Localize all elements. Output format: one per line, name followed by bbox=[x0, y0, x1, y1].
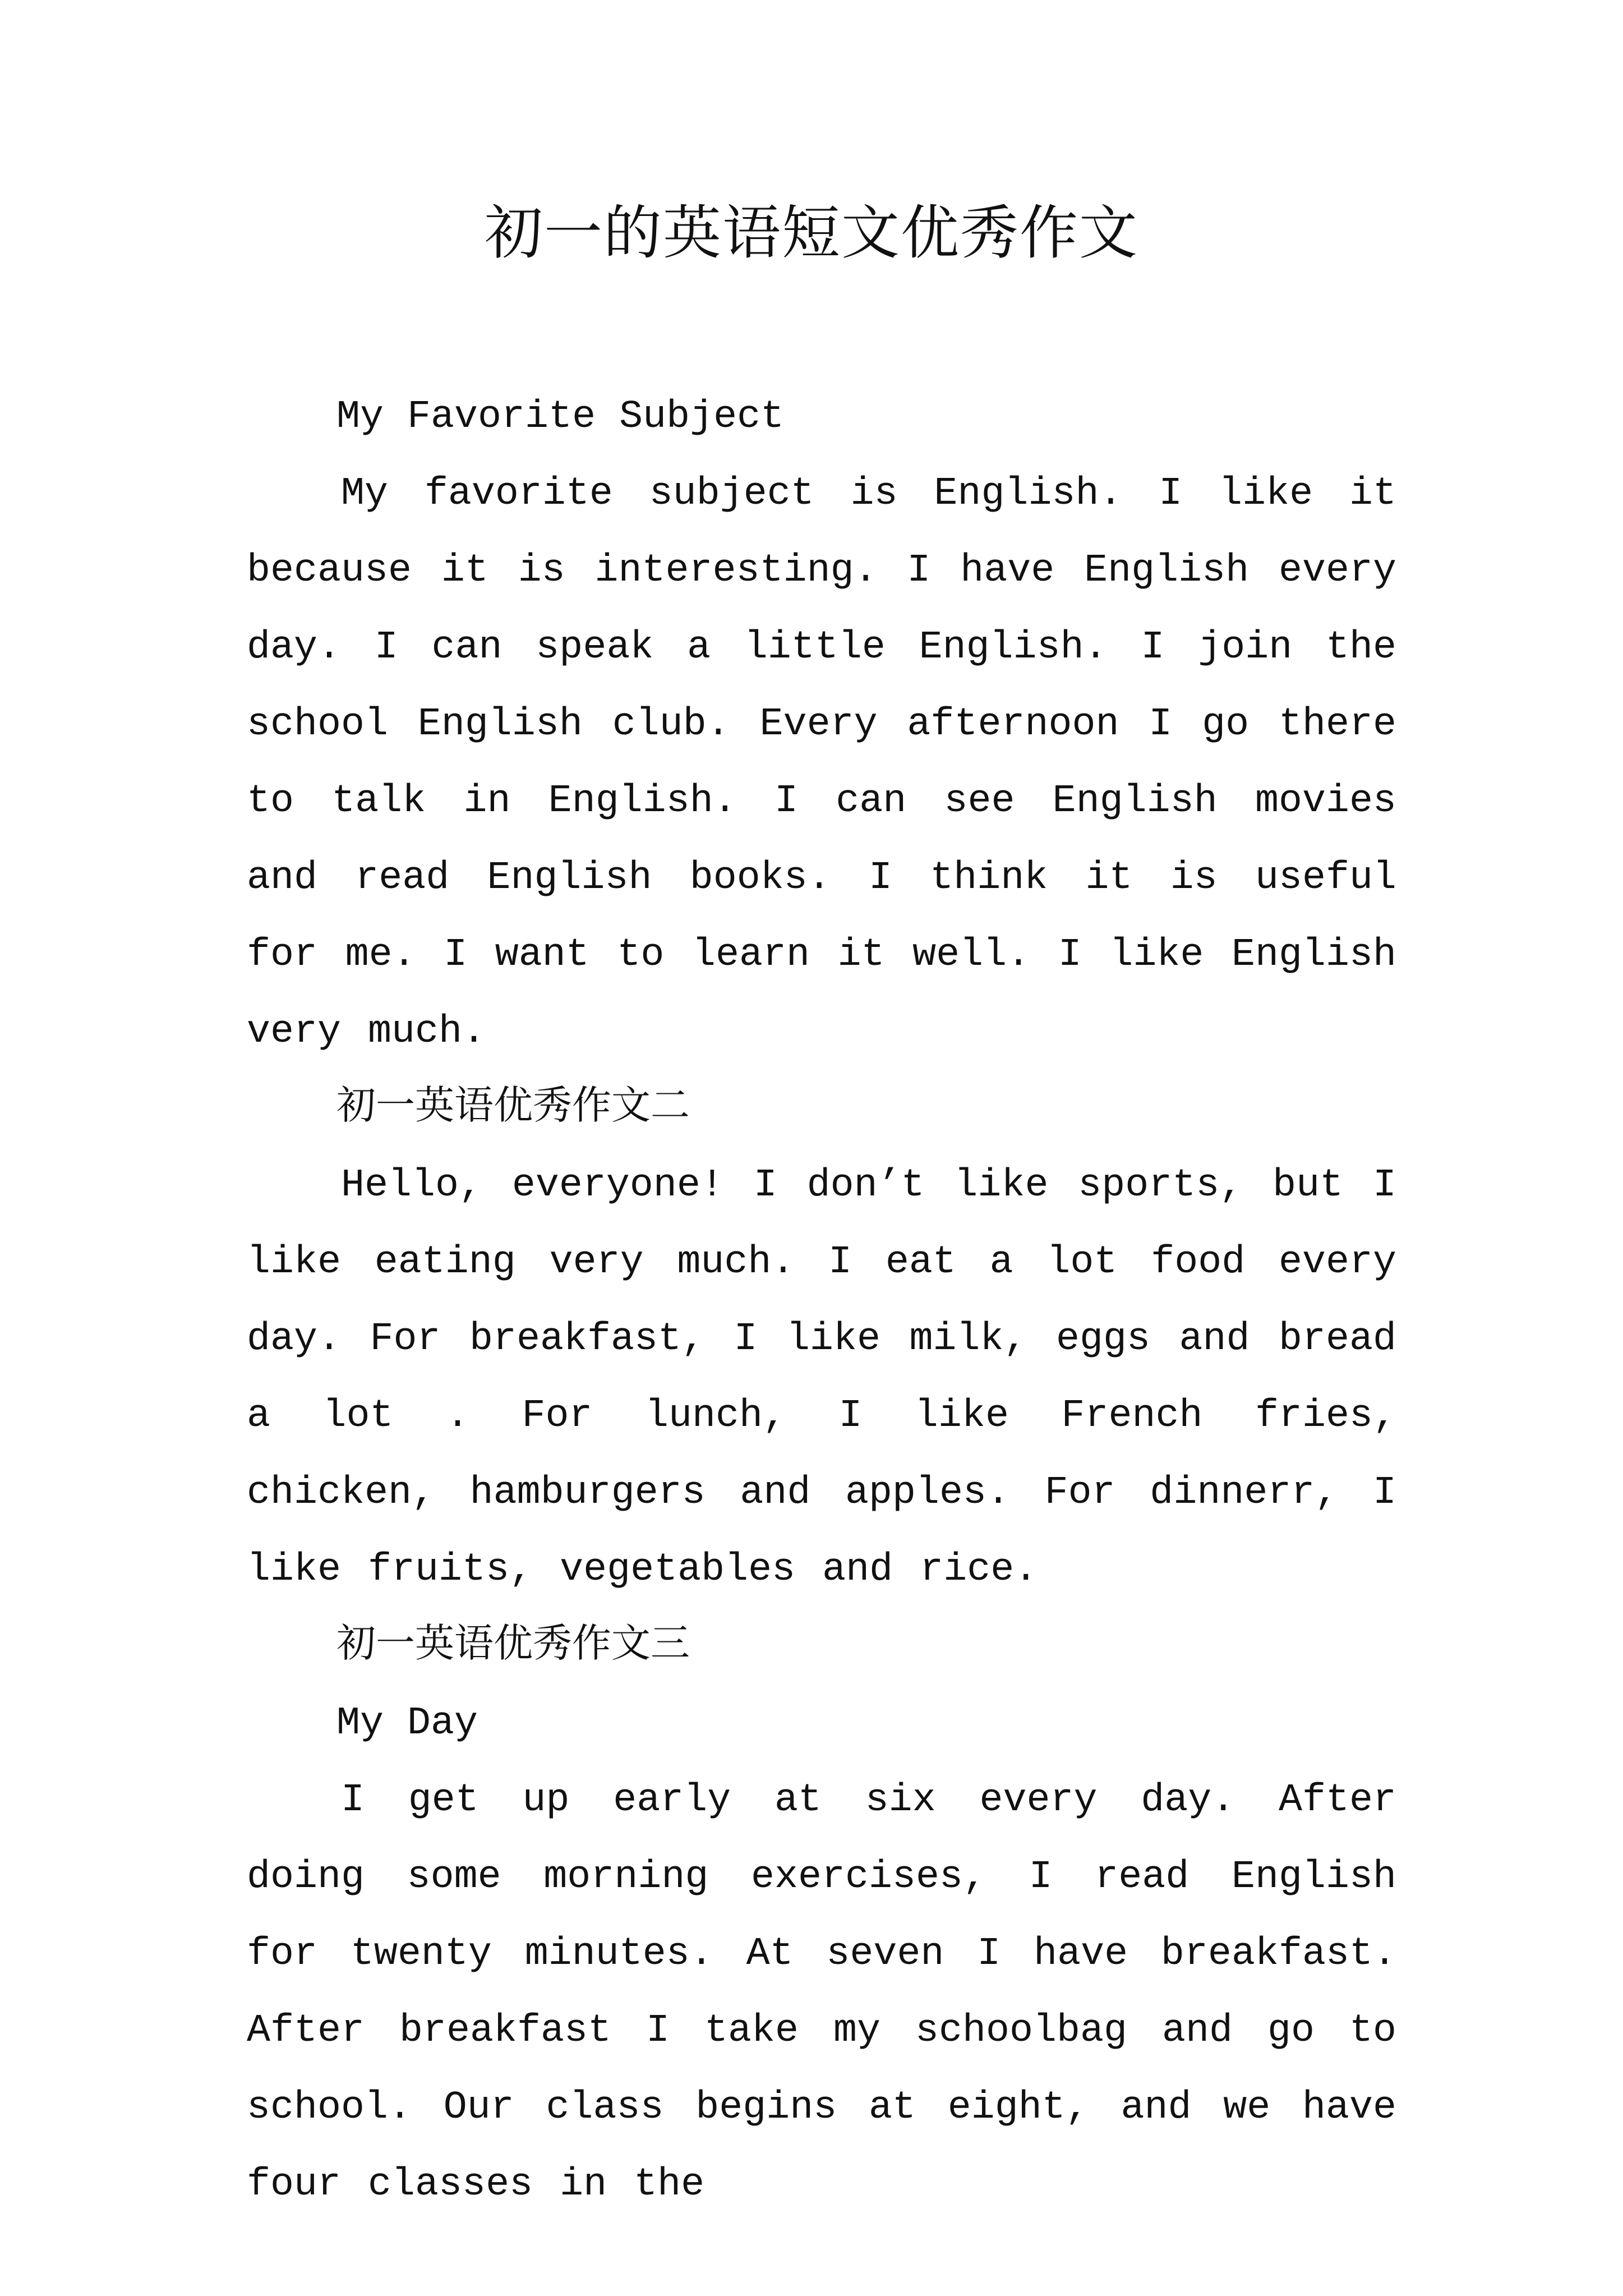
essay-heading-two: 初一英语优秀作文二 bbox=[336, 1087, 690, 1131]
document-body bbox=[247, 379, 1396, 2223]
essay-paragraph-food: Hello, everyone! I don’t like sports, but I like eating very much. I eat a lot food every day. For breakfast, I like milk, eggs and bread a lot . For lunch, I like French fries, chicken, hamburgers and apples. For dinnerr, I like fruits, vegetables and rice. bbox=[247, 1163, 1396, 1592]
essay-paragraph-my-day: I get up early at six every day. After doing some morning exercises, I read English for twenty minutes. At seven I have breakfast. After breakfast I take my schoolbag and go to school. Our class begins at eight, and we have four classes in the bbox=[247, 1778, 1396, 2207]
document-title: 初一的英语短文优秀作文 bbox=[484, 199, 1138, 267]
essay-heading-my-day: My Day bbox=[336, 1701, 478, 1746]
essay-heading-my-favorite-subject: My Favorite Subject bbox=[336, 395, 785, 439]
essay-paragraph-favorite-subject: My favorite subject is English. I like it because it is interesting. I have English every day. I can speak a little English. I join the school English club. Every afternoon I go there to talk in English. I can see English movies and read English books. I think it is useful for me. I want to learn it well. I like English very much. bbox=[247, 472, 1396, 1054]
essay-heading-three: 初一英语优秀作文三 bbox=[336, 1625, 690, 1669]
